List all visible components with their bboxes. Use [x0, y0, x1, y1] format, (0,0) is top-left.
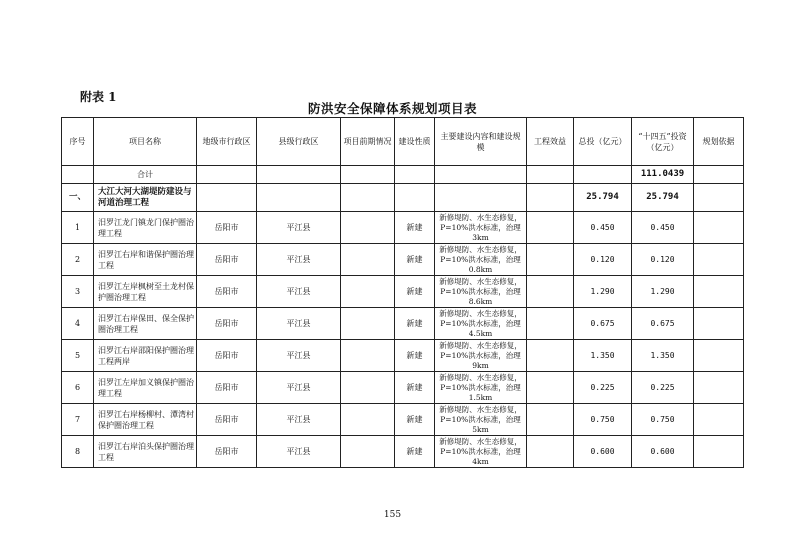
row-nature: 新建	[395, 372, 435, 404]
category-row	[62, 184, 744, 212]
table-row	[62, 340, 744, 372]
row-county: 平江县	[257, 212, 341, 244]
row-seq: 4	[62, 308, 94, 340]
row-seq: 2	[62, 244, 94, 276]
row-nature: 新建	[395, 276, 435, 308]
attachment-label: 附表 1	[80, 90, 117, 104]
row-content: 新修堤防、水生态修复，P=10%洪水标准，治理4km	[435, 436, 527, 468]
table-row	[62, 212, 744, 244]
row-invest: 1.290	[574, 276, 632, 308]
header-name: 项目名称	[94, 118, 197, 166]
table-row	[62, 436, 744, 468]
row-nature: 新建	[395, 308, 435, 340]
total-plan14: 111.0439	[632, 166, 694, 184]
row-city: 岳阳市	[197, 276, 257, 308]
row-city: 岳阳市	[197, 436, 257, 468]
row-content: 新修堤防、水生态修复，P=10%洪水标准，治理3km	[435, 212, 527, 244]
row-prep	[341, 372, 395, 404]
row-city: 岳阳市	[197, 212, 257, 244]
header-city: 地级市行政区	[197, 118, 257, 166]
row-benefit	[527, 436, 574, 468]
row-content: 新修堤防、水生态修复，P=10%洪水标准，治理8.6km	[435, 276, 527, 308]
row-invest: 0.675	[574, 308, 632, 340]
row-plan14: 0.450	[632, 212, 694, 244]
row-county: 平江县	[257, 436, 341, 468]
row-seq: 6	[62, 372, 94, 404]
row-city: 岳阳市	[197, 308, 257, 340]
row-invest: 1.350	[574, 340, 632, 372]
row-name: 汨罗江右岸和谐保护圈治理工程	[94, 244, 197, 276]
header-plan14: “十四五”投资（亿元）	[632, 118, 694, 166]
header-row	[62, 118, 744, 166]
row-nature: 新建	[395, 436, 435, 468]
row-basis	[694, 244, 744, 276]
row-benefit	[527, 308, 574, 340]
row-basis	[694, 436, 744, 468]
row-county: 平江县	[257, 404, 341, 436]
category-name: 大江大河大湖堤防建设与河道治理工程	[94, 184, 197, 212]
project-table	[61, 117, 744, 468]
table-row	[62, 308, 744, 340]
row-city: 岳阳市	[197, 372, 257, 404]
row-name: 汨罗江左岸加义镇保护圈治理工程	[94, 372, 197, 404]
header-nature: 建设性质	[395, 118, 435, 166]
header-benefit: 工程效益	[527, 118, 574, 166]
row-seq: 7	[62, 404, 94, 436]
row-benefit	[527, 404, 574, 436]
row-prep	[341, 244, 395, 276]
row-invest: 0.600	[574, 436, 632, 468]
row-nature: 新建	[395, 244, 435, 276]
row-basis	[694, 276, 744, 308]
row-city: 岳阳市	[197, 244, 257, 276]
row-county: 平江县	[257, 244, 341, 276]
row-content: 新修堤防、水生态修复，P=10%洪水标准，治理0.8km	[435, 244, 527, 276]
header-prep: 项目前期情况	[341, 118, 395, 166]
row-county: 平江县	[257, 372, 341, 404]
row-city: 岳阳市	[197, 340, 257, 372]
header-seq: 序号	[62, 118, 94, 166]
row-invest: 0.750	[574, 404, 632, 436]
row-nature: 新建	[395, 404, 435, 436]
header-county: 县级行政区	[257, 118, 341, 166]
row-prep	[341, 212, 395, 244]
table-row	[62, 276, 744, 308]
header-invest: 总投（亿元）	[574, 118, 632, 166]
row-plan14: 0.600	[632, 436, 694, 468]
row-seq: 5	[62, 340, 94, 372]
row-name: 汨罗江右岸邵阳保护圈治理工程两岸	[94, 340, 197, 372]
row-invest: 0.225	[574, 372, 632, 404]
row-prep	[341, 308, 395, 340]
row-seq: 3	[62, 276, 94, 308]
row-benefit	[527, 244, 574, 276]
row-seq: 1	[62, 212, 94, 244]
table-row	[62, 404, 744, 436]
row-county: 平江县	[257, 276, 341, 308]
row-content: 新修堤防、水生态修复，P=10%洪水标准，治理9km	[435, 340, 527, 372]
row-benefit	[527, 372, 574, 404]
row-name: 汨罗江右岸泊头保护圈治理工程	[94, 436, 197, 468]
row-plan14: 0.750	[632, 404, 694, 436]
total-label: 合计	[94, 166, 197, 184]
category-seq: 一、	[62, 184, 94, 212]
category-invest: 25.794	[574, 184, 632, 212]
table-title: 防洪安全保障体系规划项目表	[307, 101, 477, 116]
row-basis	[694, 340, 744, 372]
row-seq: 8	[62, 436, 94, 468]
table-row	[62, 244, 744, 276]
row-content: 新修堤防、水生态修复，P=10%洪水标准，治理4.5km	[435, 308, 527, 340]
row-basis	[694, 212, 744, 244]
row-basis	[694, 308, 744, 340]
table-row	[62, 372, 744, 404]
row-prep	[341, 276, 395, 308]
row-basis	[694, 404, 744, 436]
row-name: 汨罗江左岸枫树至土龙村保护圈治理工程	[94, 276, 197, 308]
row-nature: 新建	[395, 212, 435, 244]
row-prep	[341, 404, 395, 436]
row-benefit	[527, 276, 574, 308]
row-plan14: 0.675	[632, 308, 694, 340]
header-content: 主要建设内容和建设规模	[435, 118, 527, 166]
row-county: 平江县	[257, 340, 341, 372]
row-county: 平江县	[257, 308, 341, 340]
row-content: 新修堤防、水生态修复，P=10%洪水标准，治理1.5km	[435, 372, 527, 404]
row-name: 汨罗江右岸保田、保全保护圈治理工程	[94, 308, 197, 340]
row-prep	[341, 340, 395, 372]
row-city: 岳阳市	[197, 404, 257, 436]
row-plan14: 0.225	[632, 372, 694, 404]
category-plan14: 25.794	[632, 184, 694, 212]
row-basis	[694, 372, 744, 404]
row-invest: 0.120	[574, 244, 632, 276]
row-plan14: 1.350	[632, 340, 694, 372]
row-name: 汨罗江龙门镇龙门保护圈治理工程	[94, 212, 197, 244]
total-row	[62, 166, 744, 184]
row-content: 新修堤防、水生态修复，P=10%洪水标准，治理5km	[435, 404, 527, 436]
row-benefit	[527, 340, 574, 372]
header-basis: 规划依据	[694, 118, 744, 166]
row-prep	[341, 436, 395, 468]
row-invest: 0.450	[574, 212, 632, 244]
row-nature: 新建	[395, 340, 435, 372]
row-name: 汨罗江右岸杨柳村、潭湾村保护圈治理工程	[94, 404, 197, 436]
row-plan14: 1.290	[632, 276, 694, 308]
page-number: 155	[383, 510, 402, 520]
row-benefit	[527, 212, 574, 244]
row-plan14: 0.120	[632, 244, 694, 276]
